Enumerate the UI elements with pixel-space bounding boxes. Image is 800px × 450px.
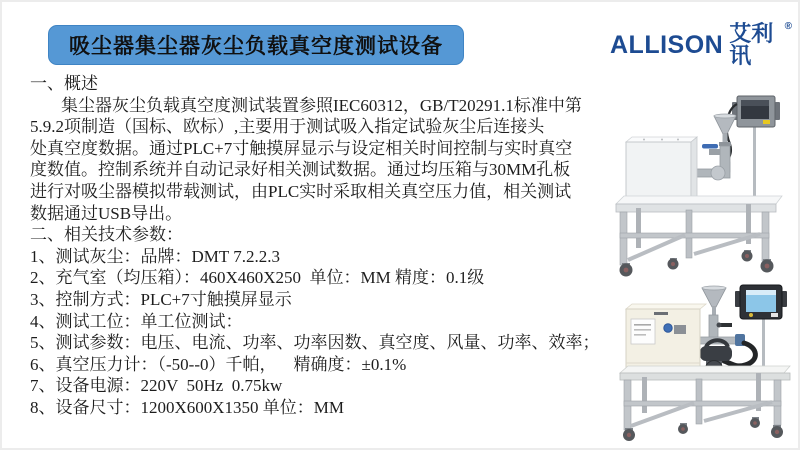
spec-item-4: 4、测试工位：单工位测试： [30,311,243,331]
registered-trademark: ® [784,21,792,32]
touchscreen-monitor-icon [735,285,787,375]
brand-name-cn: 艾利讯 [729,21,774,68]
spec-item-2: 2、充气室（均压箱）：460X460X250 单位：MM 精度：0.1级 [30,268,485,288]
spec-item-6: 6、真空压力计：（-50--0）千帕， 精确度：±0.1% [30,354,407,374]
overview-line-3: 处真空度数据。通过PLC+7寸触摸屏显示与设定相关时间控制与实时真空 [30,138,573,158]
overview-line-6: 数据通过USB导出。 [30,203,183,223]
pressure-box-icon [626,137,697,204]
table-frame-icon [620,366,790,441]
touchscreen-panel-icon [723,96,780,203]
spec-item-5: 5、测试参数：电压、电流、功率、功率因数、真空度、风量、功率、效率； [30,333,600,353]
dust-funnel-icon [702,286,732,339]
dust-chamber-box-icon [626,304,706,373]
overview-heading: 一、概述 [30,74,98,93]
document-body [30,73,618,419]
overview-line-4: 度数值。控制系统并自动记录好相关测试数据。通过均压箱与30MM孔板 [30,160,571,180]
overview-line-2: 5.9.2项制造（国标、欧标）,主要用于测试吸入指定试验灰尘后连接头 [30,117,545,137]
overview-line-1: 集尘器灰尘负载真空度测试装置参照IEC60312，GB/T20291.1标准中第 [61,95,582,115]
specs-heading: 二、相关技术参数： [30,225,183,245]
spec-item-1: 1、测试灰尘：品牌：DMT 7.2.2.3 [30,246,280,266]
spec-item-3: 3、控制方式：PLC+7寸触摸屏显示 [30,289,292,309]
product-photo-top [610,92,790,278]
brand-logo [610,21,792,68]
spec-item-8: 8、设备尺寸：1200X600X1350 单位：MM [30,397,345,417]
page-title: 吸尘器集尘器灰尘负载真空度测试设备 [69,34,443,58]
spec-item-7: 7、设备电源：220V 50Hz 0.75kw [30,376,283,396]
table-frame-icon [616,196,782,277]
brand-name-en: ALLISON [610,30,724,59]
product-photo-bottom [614,283,798,445]
title-banner [48,25,464,65]
overview-line-5: 进行对吸尘器模拟带载测试，由PLC实时采取相关真空压力值，相关测试 [30,181,572,201]
